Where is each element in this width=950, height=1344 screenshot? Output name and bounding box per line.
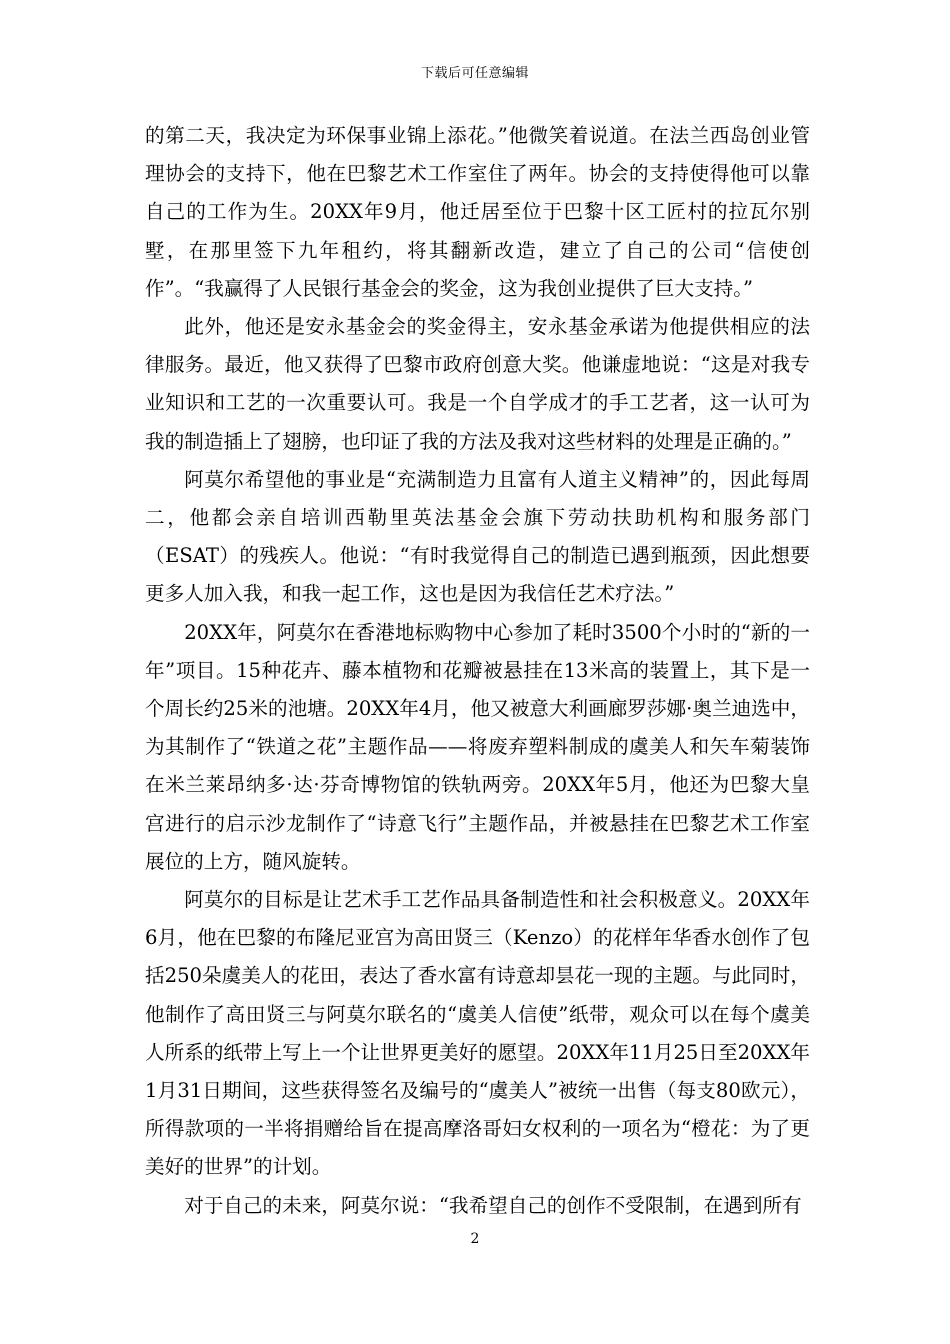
- document-body: [145, 117, 810, 1225]
- paragraph-awards: 此外，他还是安永基金会的奖金得主，安永基金承诺为他提供相应的法律服务。最近，他又获得了巴黎市政府创意大奖。他谦虚地说：“这是对我专业知识和工艺的一次重要认可。我是一个自学成才的手工艺者，这一认可为我的制造插上了翅膀，也印证了我的方法及我对这些材料的处理是正确的。”: [145, 315, 810, 453]
- paragraph-continuation: 的第二天，我决定为环保事业锦上添花。”他微笑着说道。在法兰西岛创业管理协会的支持下，他在巴黎艺术工作室住了两年。协会的支持使得他可以靠自己的工作为生。20XX年9月，他迁居至位于巴黎十区工匠村的拉瓦尔别墅，在那里签下九年租约，将其翻新改造，建立了自己的公司“信使创作”。“我赢得了人民银行基金会的奖金，这为我创业提供了巨大支持。”: [145, 124, 810, 300]
- page-header: 下载后可任意编辑: [420, 66, 529, 81]
- paragraph-goals: 阿莫尔的目标是让艺术手工艺作品具备制造性和社会积极意义。20XX年6月，他在巴黎的布隆尼亚宫为高田贤三（Kenzo）的花样年华香水创作了包括250朵虞美人的花田，表达了香水富有诗意却昙花一现的主题。与此同时，他制作了高田贤三与阿莫尔联名的“虞美人信使”纸带，观众可以在每个虞美人所系的纸带上写上一个让世界更美好的愿望。20XX年11月25日至20XX年1月31日期间，这些获得签名及编号的“虞美人”被统一出售（每支80欧元），所得款项的一半将捐赠给旨在提高摩洛哥妇女权利的一项名为“橙花：为了更美好的世界”的计划。: [145, 888, 810, 1179]
- paragraph-training: 阿莫尔希望他的事业是“充满制造力且富有人道主义精神”的，因此每周二，他都会亲自培训西勒里英法基金会旗下劳动扶助机构和服务部门（ESAT）的残疾人。他说：“有时我觉得自己的制造已遇到瓶颈，因此想要更多人加入我，和我一起工作，这也是因为我信任艺术疗法。”: [145, 467, 810, 606]
- paragraph-future: 对于自己的未来，阿莫尔说：“我希望自己的创作不受限制，在遇到所有: [184, 1193, 802, 1217]
- page-number: 2: [470, 1231, 480, 1247]
- paragraph-projects: 20XX年，阿莫尔在香港地标购物中心参加了耗时3500个小时的“新的一年”项目。15种花卉、藤本植物和花瓣被悬挂在13米高的装置上，其下是一个周长约25米的池塘。20XX年4月，他又被意大利画廊罗莎娜·奥兰迪选中，为其制作了“铁道之花”主题作品——将废弃塑料制成的虞美人和矢车菊装饰在米兰莱昂纳多·达·芬奇博物馆的铁轨两旁。20XX年5月，他还为巴黎大皇宫进行的启示沙龙制作了“诗意飞行”主题作品，并被悬挂在巴黎艺术工作室展位的上方，随风旋转。: [145, 620, 810, 873]
